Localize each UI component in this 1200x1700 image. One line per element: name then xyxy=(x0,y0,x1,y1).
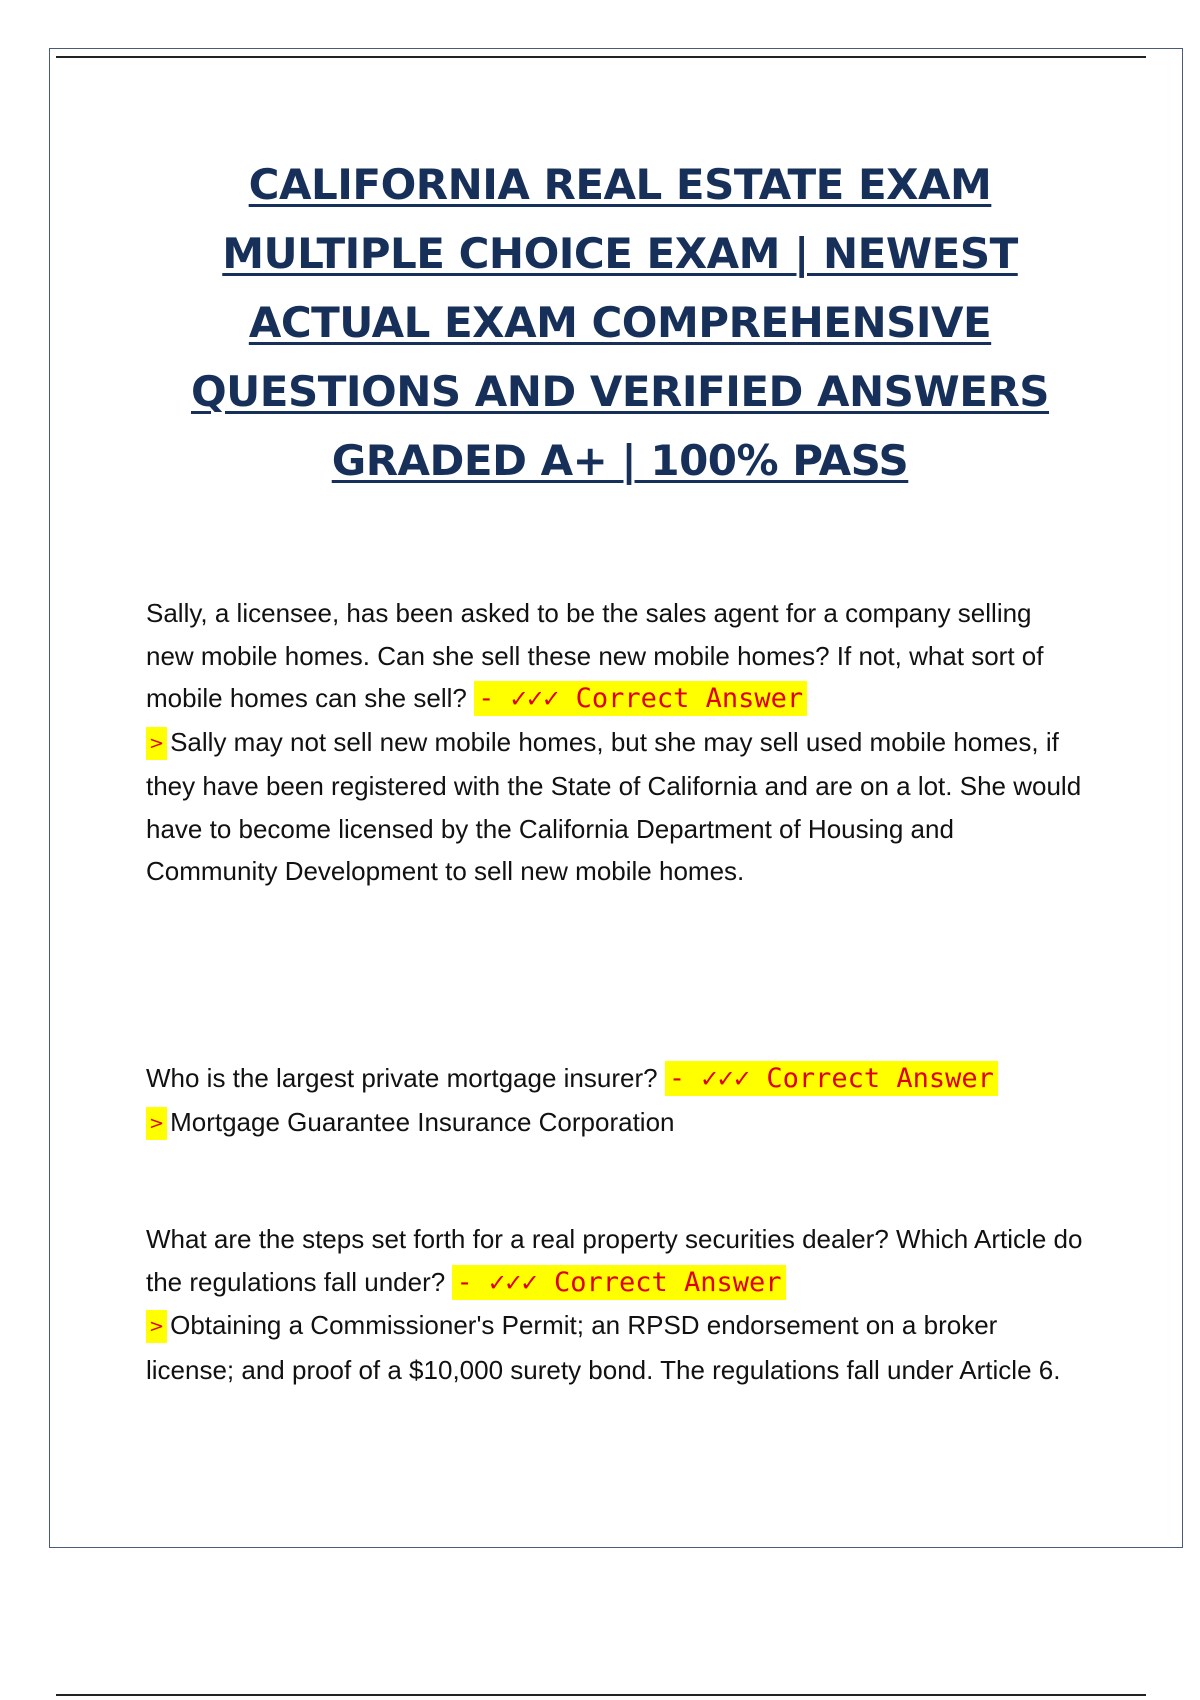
answer-text: Obtaining a Commissioner's Permit; an RPSD endorsement on a broker license; and proof of a $10,000 surety bond. The regulations fall under Article 6. xyxy=(146,1310,1061,1385)
correct-answer-marker: - ✓✓✓ Correct Answer xyxy=(452,1265,785,1300)
answer-text: Sally may not sell new mobile homes, but she may sell used mobile homes, if they have been registered with the State of California and are on a lot. She would have to become licensed by the California Department of Housing and Community Development to sell new mobile homes. xyxy=(146,726,1082,886)
qa-item xyxy=(146,1057,1086,1145)
answer-arrow-icon: > xyxy=(146,727,167,760)
question-text: What are the steps set forth for a real property securities dealer? Which Article do the regulations fall under? xyxy=(146,1224,1083,1297)
title-line: GRADED A+ | 100% PASS xyxy=(331,436,909,485)
qa-item xyxy=(146,1218,1086,1391)
top-rule xyxy=(56,56,1146,58)
answer-text: Mortgage Guarantee Insurance Corporation xyxy=(170,1106,675,1137)
title-line: QUESTIONS AND VERIFIED ANSWERS xyxy=(190,367,1050,416)
qa-item xyxy=(146,592,1086,893)
answer-arrow-icon: > xyxy=(146,1107,167,1140)
question-text: Sally, a licensee, has been asked to be the sales agent for a company selling new mobile homes. Can she sell these new mobile homes? If not, what sort of mobile homes can she sell? xyxy=(146,598,1044,713)
question-text: Who is the largest private mortgage insurer? xyxy=(146,1063,658,1093)
correct-answer-marker: - ✓✓✓ Correct Answer xyxy=(665,1061,998,1096)
title-line: CALIFORNIA REAL ESTATE EXAM xyxy=(248,160,992,209)
title-line: ACTUAL EXAM COMPREHENSIVE xyxy=(248,298,992,347)
document-title xyxy=(150,150,1090,495)
correct-answer-marker: - ✓✓✓ Correct Answer xyxy=(474,681,807,716)
title-line: MULTIPLE CHOICE EXAM | NEWEST xyxy=(222,229,1018,278)
bottom-rule xyxy=(56,1694,1146,1696)
answer-arrow-icon: > xyxy=(146,1310,167,1343)
